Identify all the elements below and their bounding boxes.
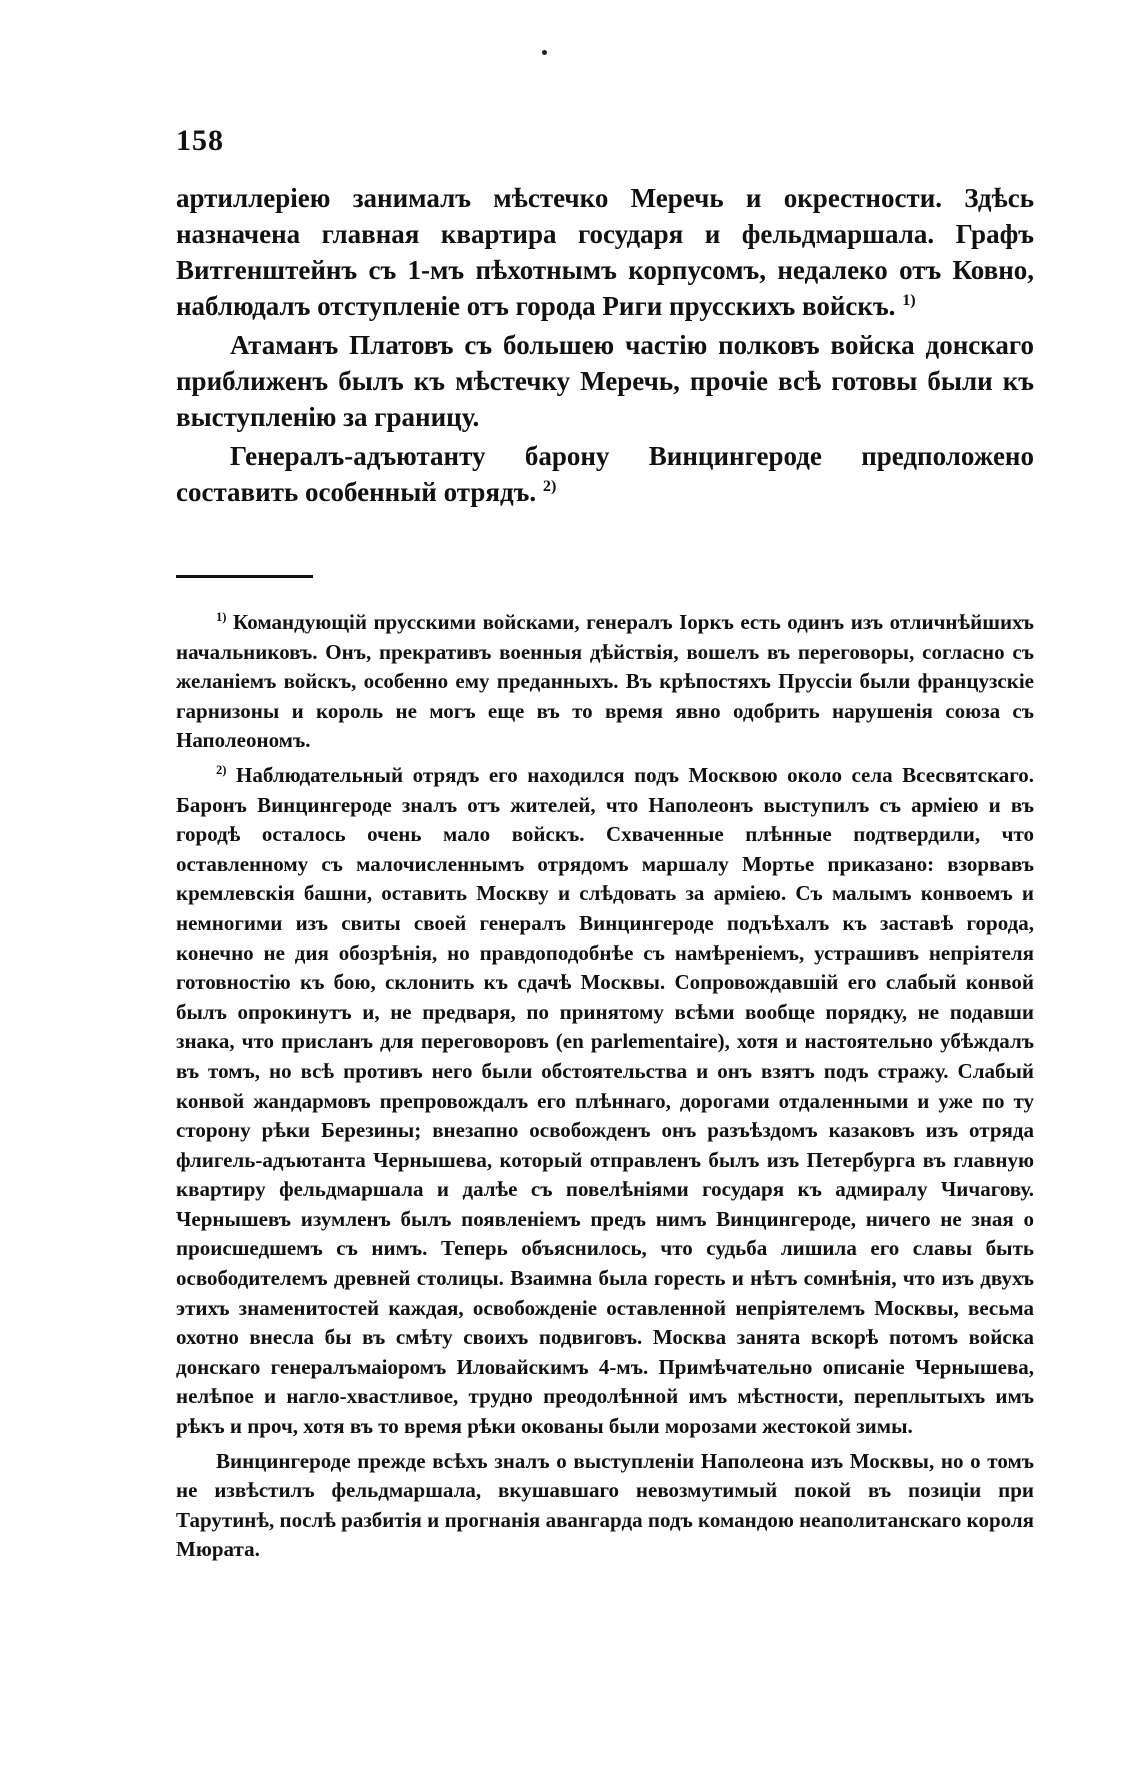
paragraph-text: Генералъ-адъютанту барону Винцингероде предположено составить особенный отрядъ. (176, 441, 1034, 507)
footnote-continuation (176, 1447, 1034, 1565)
footnote (176, 761, 1034, 1442)
paragraph-text: артиллеріею занималъ мѣстечко Меречь и окрестности. Здѣсь назначена главная квартира государя и фельдмаршала. Графъ Витгенштейнъ съ 1-мъ пѣхотнымъ корпусомъ, недалеко отъ Ковно, наблюдалъ отступленіе отъ города Риги прусскихъ войскъ. (176, 183, 1034, 321)
footnote-reference: 1) (902, 291, 916, 309)
paragraph-text: Атаманъ Платовъ съ большею частію полковъ войска донскаго приближенъ былъ къ мѣстечку Меречь, прочіе всѣ готовы были къ выступленію за границу. (176, 330, 1034, 432)
ink-speck (542, 50, 547, 55)
footnote-divider (176, 575, 313, 578)
paragraph (176, 327, 1034, 435)
footnote-text: Винцингероде прежде всѣхъ зналъ о выступленіи Наполеона изъ Москвы, но о томъ не извѣстилъ фельдмаршала, вкушавшаго невозмутимый покой въ позиціи при Тарутинѣ, послѣ разбитія и прогнанія авангарда подъ командою неаполитанскаго короля Мюрата. (176, 1448, 1034, 1562)
footnote-marker: 1) (216, 610, 227, 624)
footnote-text: Командующій прусскими войсками, генералъ Іоркъ есть одинъ изъ отличнѣйшихъ начальниковъ. Онъ, прекративъ военныя дѣйствія, вошелъ въ переговоры, согласно съ желаніемъ войскъ, особенно ему преданныхъ. Въ крѣпостяхъ Пруссіи были французскіе гарнизоны и король не могъ еще въ то время явно одобрить нарушенія союза съ Наполеономъ. (176, 610, 1034, 753)
footnote-text: Наблюдательный отрядъ его находился подъ Москвою около села Всесвятскаго. Баронъ Винцингероде зналъ отъ жителей, что Наполеонъ выступилъ съ арміею и въ городѣ осталось очень мало войскъ. Схваченные плѣнные подтвердили, что оставленному съ малочисленнымъ отрядомъ маршалу Мортье приказано: взорвавъ кремлевскія башни, оставить Москву и слѣдовать за арміею. Съ малымъ конвоемъ и немногими изъ свиты своей генералъ Винцингероде подъѣхалъ къ заставѣ города, конечно не дия обозрѣнія, но правдоподобнѣе съ намѣреніемъ, устрашивъ непріятеля готовностію къ бою, склонить къ сдачѣ Москвы. Сопровождавшій его слабый конвой былъ опрокинутъ и, не предваря, по принятому всѣми вообще порядку, не подавши знака, что присланъ для переговоровъ (en parlementaire), хотя и настоятельно убѣждалъ въ томъ, но всѣ противъ него были обстоятельства и онъ взятъ подъ стражу. Слабый конвой жандармовъ препровождалъ его плѣннаго, дорогами отдаленными и уже по ту сторону рѣки Березины; внезапно освобожденъ онъ разъѣздомъ казаковъ изъ отряда флигель-адъютанта Чернышева, который отправленъ былъ изъ Петербурга въ главную квартиру фельдмаршала и далѣе съ повелѣніями государя къ адмиралу Чичагову. Чернышевъ изумленъ былъ появленіемъ предъ нимъ Винцингероде, ничего не зная о происшедшемъ съ нимъ. Теперь объяснилось, что судьба лишила его славы быть освободителемъ древней столицы. Взаимна была горесть и нѣтъ сомнѣнія, что изъ двухъ этихъ знаменитостей каждая, освобожденіе оставленной непріятелемъ Москвы, весьма охотно внесла бы въ смѣту своихъ подвиговъ. Москва занята вскорѣ потомъ войска донскаго генералъмаіоромъ Иловайскимъ 4-мъ. Примѣчательно описаніе Чернышева, нелѣпое и нагло-хвастливое, трудно преодолѣнной имъ мѣстности, переплытыхъ имъ рѣкъ и проч, хотя въ то время рѣки окованы были морозами жестокой зимы. (176, 762, 1035, 1439)
paragraph (176, 180, 1034, 324)
footnote-marker: 2) (216, 762, 227, 777)
main-text (176, 180, 1034, 513)
footnote-reference: 2) (542, 477, 557, 495)
footnotes (176, 608, 1034, 1570)
footnote (176, 608, 1034, 756)
paragraph (176, 438, 1034, 510)
page-number: 158 (176, 124, 224, 157)
